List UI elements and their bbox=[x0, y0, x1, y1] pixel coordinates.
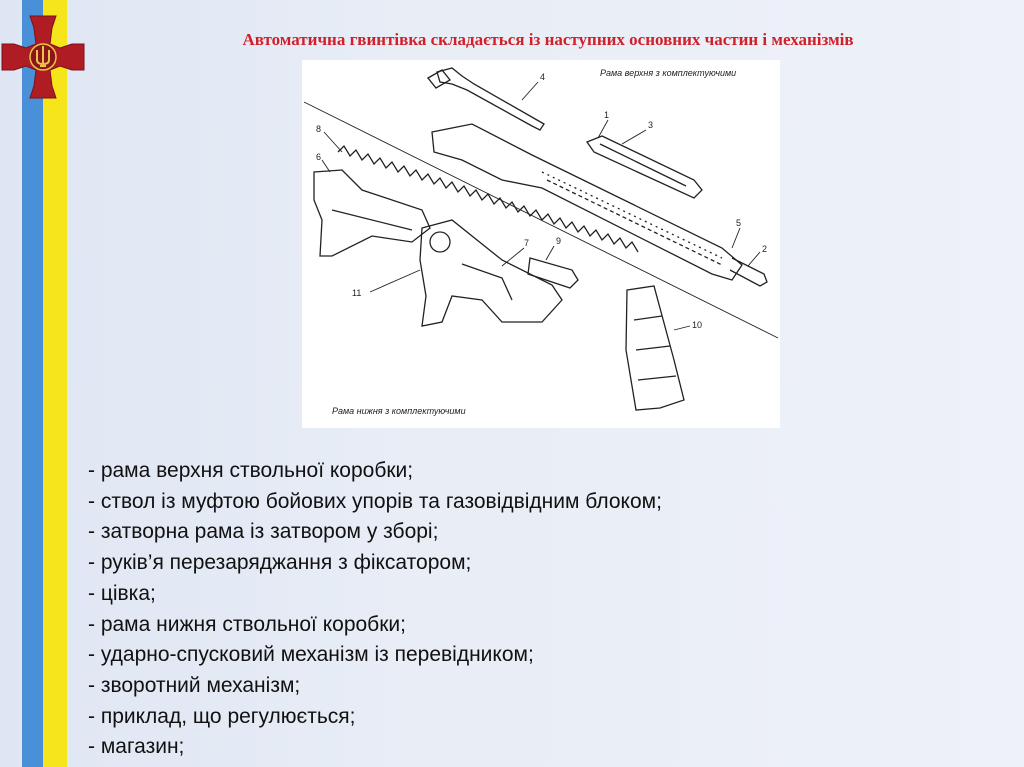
magazine-ribs bbox=[634, 316, 676, 380]
leader-9 bbox=[546, 246, 554, 260]
callout-5: 5 bbox=[736, 218, 742, 228]
leader-11 bbox=[370, 270, 420, 292]
recoil-spring-shape bbox=[338, 146, 638, 252]
caption-lower: Рама нижня з комплектуючими bbox=[332, 406, 466, 416]
list-item: - цівка; bbox=[88, 581, 156, 605]
yellow-stripe bbox=[43, 0, 67, 767]
armed-forces-emblem-icon bbox=[0, 14, 86, 100]
callout-3: 3 bbox=[648, 120, 654, 130]
callout-8: 8 bbox=[316, 124, 322, 134]
leader-8 bbox=[324, 132, 342, 152]
axis-line bbox=[304, 102, 778, 338]
upper-receiver-shape bbox=[432, 124, 742, 280]
stock-detail bbox=[332, 210, 412, 230]
list-item: - приклад, що регулюється; bbox=[88, 704, 356, 728]
callout-10: 10 bbox=[692, 320, 703, 330]
stock-shape bbox=[314, 170, 430, 256]
rifle-exploded-diagram bbox=[302, 60, 780, 428]
leader-2 bbox=[748, 252, 760, 266]
parts-list bbox=[88, 456, 988, 763]
list-item: - руків’я перезаряджання з фіксатором; bbox=[88, 551, 472, 575]
callout-6: 6 bbox=[316, 152, 322, 162]
caption-upper: Рама верхня з комплектуючими bbox=[600, 68, 737, 78]
list-item: - зворотний механізм; bbox=[88, 673, 301, 697]
callout-2: 2 bbox=[762, 244, 768, 254]
rifle-diagram-svg bbox=[302, 60, 780, 428]
list-item: - ствол із муфтою бойових упорів та газовідвідним блоком; bbox=[88, 489, 662, 513]
blue-stripe bbox=[22, 0, 43, 767]
rail-teeth bbox=[542, 172, 722, 258]
leader-5 bbox=[732, 228, 740, 248]
callout-4: 4 bbox=[540, 72, 546, 82]
leader-7 bbox=[502, 248, 524, 266]
callout-9: 9 bbox=[556, 236, 562, 246]
lower-receiver-ring bbox=[430, 232, 450, 252]
bolt-carrier-shape bbox=[587, 136, 702, 198]
leader-10 bbox=[674, 326, 690, 330]
list-item: - магазин; bbox=[88, 735, 185, 759]
leader-3 bbox=[622, 130, 646, 144]
lower-receiver-shape bbox=[420, 220, 562, 326]
trigger-group-detail bbox=[462, 264, 512, 300]
leader-1 bbox=[598, 120, 608, 138]
barrel-shape bbox=[730, 258, 767, 286]
callout-7: 7 bbox=[524, 238, 530, 248]
list-item: - ударно-спусковий механізм із перевідником; bbox=[88, 643, 534, 667]
handguard-slots bbox=[547, 180, 722, 265]
leader-4 bbox=[522, 82, 538, 100]
buffer-shape bbox=[528, 258, 578, 288]
callout-1: 1 bbox=[604, 110, 610, 120]
slide-title: Автоматична гвинтівка складається із наступних основних частин і механізмів bbox=[242, 30, 854, 49]
callout-11: 11 bbox=[352, 288, 362, 298]
bolt-carrier-detail bbox=[600, 144, 686, 186]
charging-handle-shape bbox=[437, 68, 544, 130]
list-item: - рама верхня ствольної коробки; bbox=[88, 459, 414, 482]
leader-6 bbox=[322, 160, 330, 172]
list-item: - рама нижня ствольної коробки; bbox=[88, 612, 406, 636]
list-item: - затворна рама із затвором у зборі; bbox=[88, 520, 439, 544]
